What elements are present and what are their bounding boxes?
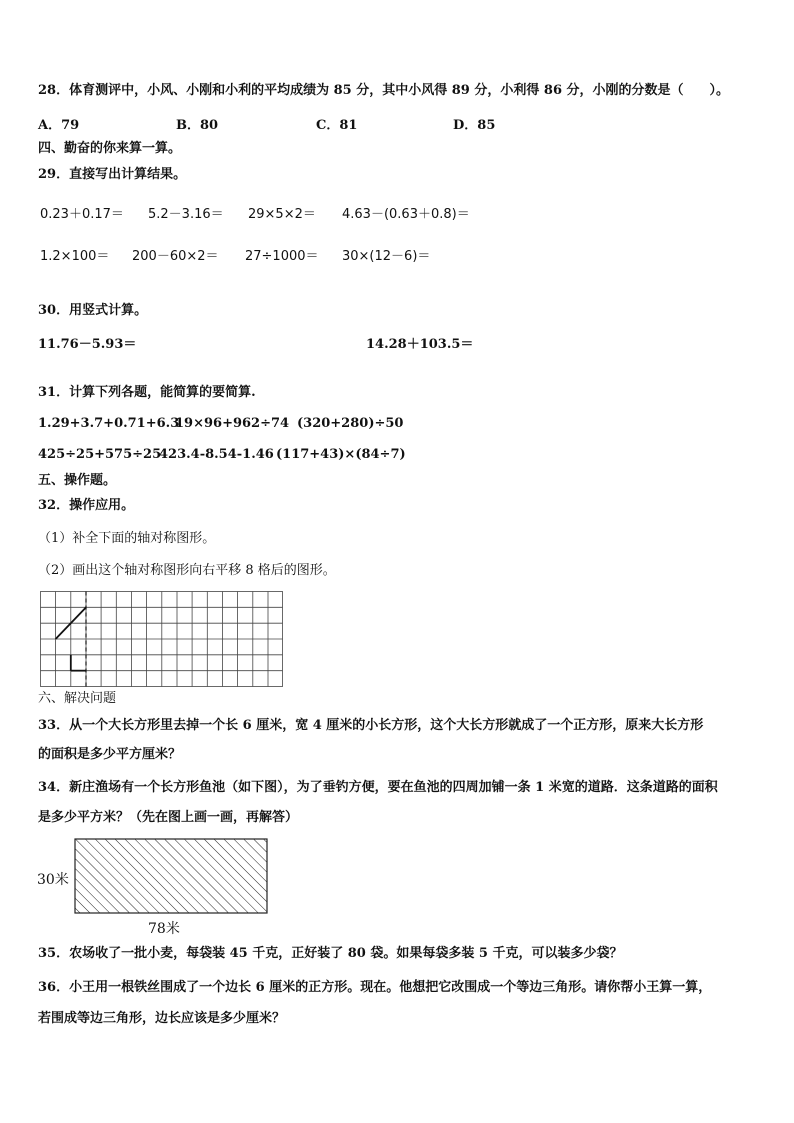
question-32-title: 32．操作应用。	[38, 498, 135, 513]
section-5-heading: 五、操作题。	[38, 473, 117, 488]
q29-expr: 0.23＋0.17＝	[40, 207, 124, 222]
question-31-title: 31．计算下列各题，能简算的要简算.	[38, 385, 256, 400]
q31-expr: (117+43)×(84÷7)	[276, 447, 406, 462]
q28-option-c: C．81	[316, 118, 358, 133]
question-33-line-1: 33．从一个大长方形里去掉一个长 6 厘米，宽 4 厘米的小长方形，这个大长方形就成了一个正方形，原来大长方形	[38, 718, 704, 733]
q28-option-d: D．85	[453, 118, 496, 133]
q29-expr: 200－60×2＝	[132, 249, 219, 264]
question-36-line-1: 36．小王用一根铁丝围成了一个边长 6 厘米的正方形。现在。他想把它改围成一个等边三角形。请你帮小王算一算，	[38, 980, 712, 995]
question-33-line-2: 的面积是多少平方厘米？	[38, 747, 182, 762]
q28-option-b: B．80	[176, 118, 219, 133]
symmetry-grid-figure	[40, 591, 284, 688]
q31-expr: 1.29+3.7+0.71+6.3	[38, 416, 180, 431]
question-29-title: 29．直接写出计算结果。	[38, 167, 187, 182]
q29-expr: 4.63－(0.63＋0.8)＝	[342, 207, 470, 222]
q32-part-2: （2）画出这个轴对称图形向右平移 8 格后的图形。	[38, 563, 336, 578]
q31-expr: (320+280)÷50	[297, 416, 404, 431]
section-4-heading: 四、勤奋的你来算一算。	[38, 141, 182, 156]
q28-option-a: A．79	[38, 118, 80, 133]
q29-expr: 29×5×2＝	[248, 207, 316, 222]
q29-expr: 5.2－3.16＝	[148, 207, 224, 222]
q31-expr: 423.4-8.54-1.46	[159, 447, 274, 462]
question-36-line-2: 若围成等边三角形，边长应该是多少厘米？	[38, 1011, 286, 1026]
question-30-title: 30．用竖式计算。	[38, 303, 148, 318]
q30-item: 14.28＋103.5＝	[366, 337, 474, 352]
question-34-line-2: 是多少平方米？（先在图上画一画，再解答）	[38, 810, 299, 825]
fish-pond-rectangle	[74, 838, 268, 914]
pond-height-label: 30米	[37, 872, 69, 888]
q29-expr: 27÷1000＝	[245, 249, 319, 264]
q31-expr: 19×96+962÷74	[175, 416, 290, 431]
q29-expr: 30×(12－6)＝	[342, 249, 431, 264]
question-28-text: 28．体育测评中，小风、小刚和小利的平均成绩为 85 分，其中小风得 89 分，小利得 86 分，小刚的分数是（ ）。	[38, 83, 730, 98]
question-35-text: 35．农场收了一批小麦，每袋装 45 千克，正好装了 80 袋。如果每袋多装 5 千克，可以装多少袋？	[38, 946, 623, 961]
pond-width-label: 78米	[148, 921, 180, 937]
section-6-heading: 六、解决问题	[38, 691, 117, 706]
question-34-line-1: 34．新庄渔场有一个长方形鱼池（如下图），为了垂钓方便，要在鱼池的四周加铺一条 1 米宽的道路．这条道路的面积	[38, 780, 718, 795]
q32-part-1: （1）补全下面的轴对称图形。	[38, 531, 216, 546]
q30-item: 11.76－5.93＝	[38, 337, 137, 352]
q31-expr: 425÷25+575÷25	[38, 447, 162, 462]
q29-expr: 1.2×100＝	[40, 249, 110, 264]
